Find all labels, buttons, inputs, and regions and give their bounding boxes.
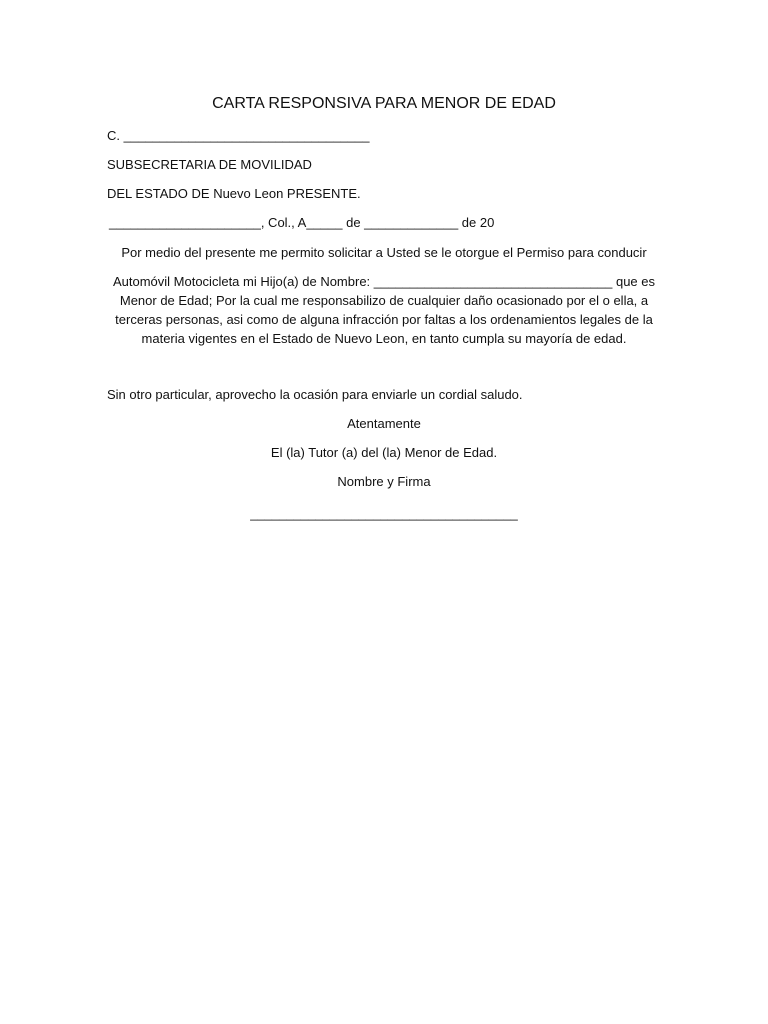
signature-label: Nombre y Firma [337, 474, 431, 489]
signature-line: _____________________________________ [250, 506, 518, 521]
document-title: CARTA RESPONSIVA PARA MENOR DE EDAD [212, 95, 556, 112]
body-line-1: Por medio del presente me permito solicitar a Usted se le otorgue el Permiso para conducir [121, 245, 647, 260]
date-line: _____________________, Col., A_____ de _____________ de 20 [109, 215, 495, 230]
addressee-line-1: SUBSECRETARIA DE MOVILIDAD [107, 157, 312, 172]
body-paragraph: Automóvil Motocicleta mi Hijo(a) de Nombre: _________________________________ que es Menor de Edad; Por la cual me responsabilizo de cualquier daño ocasionado por el o ella, a terceras personas, asi como de alguna infracción por faltas a los ordenamientos legales de la materia vigentes en el Estado de Nuevo Leon, en tanto cumpla su mayoría de edad. [112, 274, 656, 346]
recipient-line: C. __________________________________ [107, 128, 370, 143]
signer-line: El (la) Tutor (a) del (la) Menor de Edad. [270, 445, 498, 460]
closing-line: Sin otro particular, aprovecho la ocasión para enviarle un cordial saludo. [107, 387, 523, 402]
farewell: Atentamente [347, 416, 421, 431]
addressee-line-2: DEL ESTADO DE Nuevo Leon PRESENTE. [107, 186, 361, 201]
